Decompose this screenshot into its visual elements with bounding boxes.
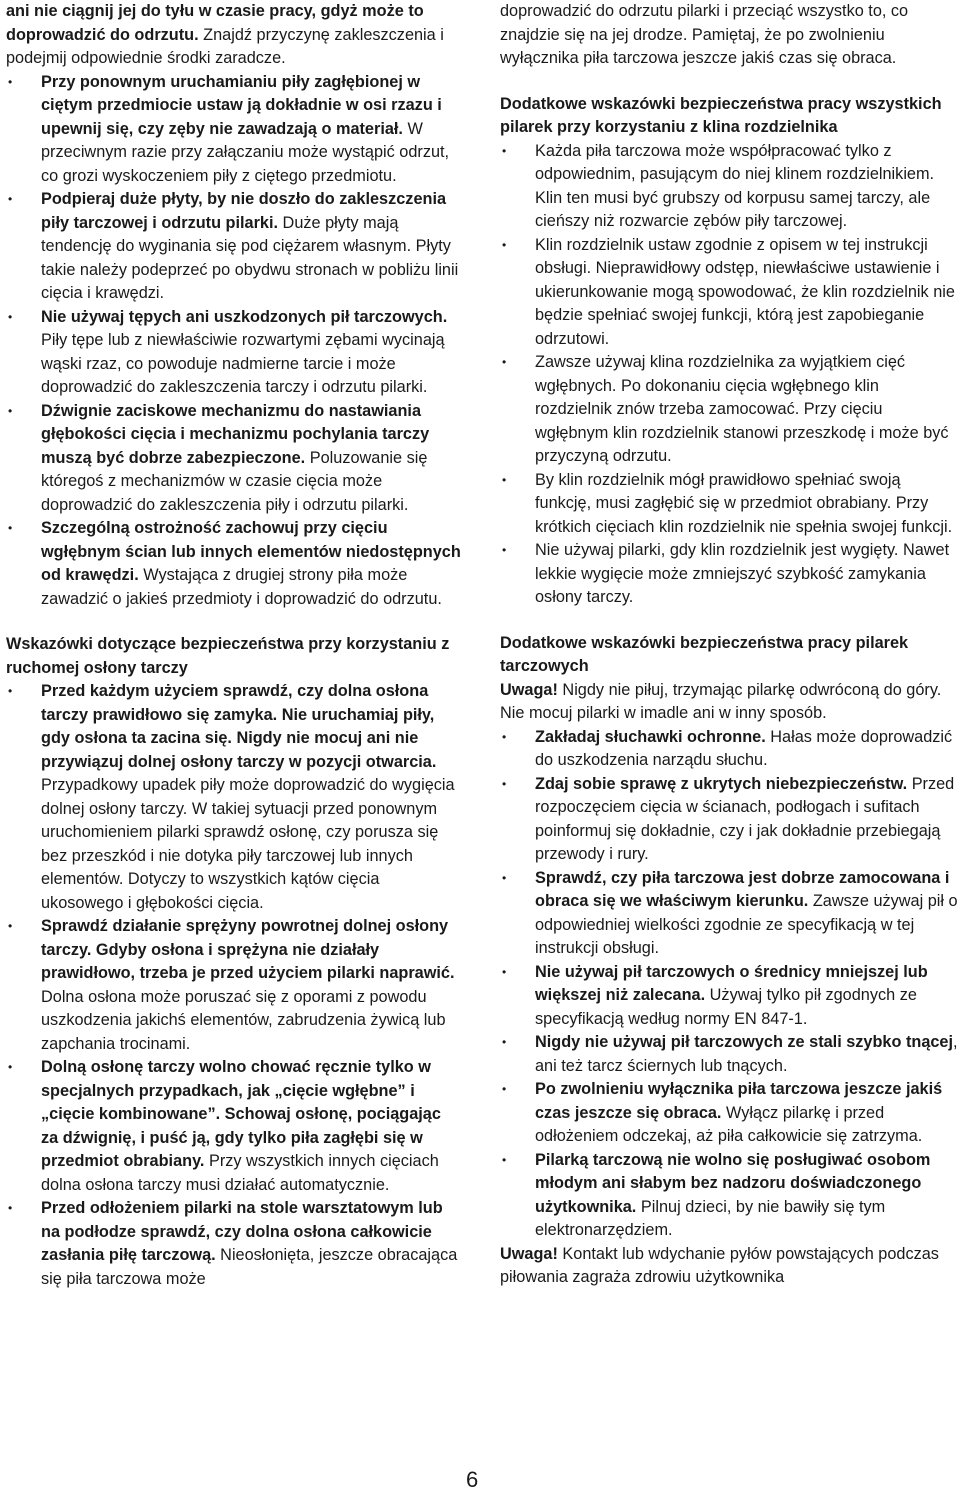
list-item: • Dolną osłonę tarczy wolno chować ręcznie tylko w specjalnych przypadkach, jak „cięcie wgłębne” i „cięcie kombinowane”. Schowaj osłonę, pociągając za dźwignię, i puść ją, gdy tylko piła zagłębi się w przedmiot obrabiany. Przy wszystkich innych cięciach dolna osłona tarczy musi działać automatycznie. — [6, 1056, 462, 1197]
list-item: • Zawsze używaj klina rozdzielnika za wyjątkiem cięć wgłębnych. Po dokonaniu cięcia wgłębnego klin rozdzielnik znów trzeba zamocować. Przy cięciu wgłębnym klin rozdzielnik stanowi przeszkodę i może być przyczyną odrzutu. — [500, 351, 958, 469]
list-item: • Przy ponownym uruchamianiu piły zagłębionej w ciętym przedmiocie ustaw ją dokładnie w osi rzazu i upewnij się, czy zęby nie zawadzają o materiał. W przeciwnym razie przy załączaniu może wystąpić odrzut, co grozi wyskoczeniem piły z ciętego przedmiotu. — [6, 71, 462, 189]
riving-knife-bullet-list — [500, 140, 958, 610]
section-heading-riving-knife: Dodatkowe wskazówki bezpieczeństwa pracy wszystkich pilarek przy korzystaniu z klina rozdzielnika — [500, 94, 942, 136]
warning-paragraph: Uwaga! Nigdy nie piłuj, trzymając pilarkę odwróconą do góry. Nie mocuj pilarki w imadle ani w inny sposób. — [500, 680, 942, 722]
page-number: 6 — [466, 1467, 479, 1492]
list-item: • Nie używaj pił tarczowych o średnicy mniejszej lub większej niż zalecana. Używaj tylko pił zgodnych ze specyfikacją według normy EN 847-1. — [500, 961, 958, 1032]
spacer — [6, 611, 462, 633]
list-item: • Dźwignie zaciskowe mechanizmu do nastawiania głębokości cięcia i mechanizmu pochylania tarczy muszą być dobrze zabezpieczone. Poluzowanie się któregoś z mechanizmów w czasie cięcia może doprowadzić do zakleszczenia piły i odrzutu pilarki. — [6, 400, 462, 518]
list-item: • Nigdy nie używaj pił tarczowych ze stali szybko tnącej, ani też tarcz ściernych lub tnących. — [500, 1031, 958, 1078]
list-item: • Sprawdź działanie sprężyny powrotnej dolnej osłony tarczy. Gdyby osłona i sprężyna nie działały prawidłowo, trzeba je przed użyciem pilarki naprawić. Dolna osłona może poruszać się z oporami z powodu uszkodzenia jakichś elementów, zabrudzenia żywicą lub zapchania trocinami. — [6, 915, 462, 1056]
list-item: • Przed każdym użyciem sprawdź, czy dolna osłona tarczy prawidłowo się zamyka. Nie uruchamiaj piły, gdy osłona ta zacina się. Nigdy nie mocuj ani nie przywiązuj dolnej osłony tarczy w pozycji otwarcia. Przypadkowy upadek piły może doprowadzić do wygięcia dolnej osłony tarczy. W takiej sytuacji przed ponownym uruchomieniem pilarki sprawdź osłonę, czy porusza się bez przeszkód i nie dotyka piły tarczowej lub innych elementów. Dotyczy to wszystkich kątów cięcia ukosowego i głębokości cięcia. — [6, 680, 462, 915]
left-bullet-list — [6, 71, 462, 612]
spacer — [500, 71, 958, 93]
warning-paragraph: Uwaga! Kontakt lub wdychanie pyłów powstających podczas piłowania zagraża zdrowiu użytkownika — [500, 1244, 939, 1286]
list-item: • Przed odłożeniem pilarki na stole warsztatowym lub na podłodze sprawdź, czy dolna osłona całkowicie zasłania piłę tarczową. Nieosłonięta, jeszcze obracająca się piła tarczowa może — [6, 1197, 462, 1291]
left-intro-paragraph: ani nie ciągnij jej do tyłu w czasie pracy, gdyż może to doprowadzić do odrzutu. Znajdź przyczynę zakleszczenia i podejmij odpowiednie środki zaradcze. — [6, 2, 444, 67]
list-item: • Nie używaj pilarki, gdy klin rozdzielnik jest wygięty. Nawet lekkie wygięcie może zmniejszyć szybkość zamykania osłony tarczy. — [500, 539, 958, 610]
list-item: • Szczególną ostrożność zachowuj przy cięciu wgłębnym ścian lub innych elementów niedostępnych od krawędzi. Wystająca z drugiej strony piła może zawadzić o jakieś przedmioty i doprowadzić do odrzutu. — [6, 517, 462, 611]
list-item: • Sprawdź, czy piła tarczowa jest dobrze zamocowana i obraca się we właściwym kierunku. Zawsze używaj pił o odpowiedniej wielkości zgodnie ze specyfikacją w tej instrukcji obsługi. — [500, 867, 958, 961]
list-item: • Klin rozdzielnik ustaw zgodnie z opisem w tej instrukcji obsługi. Nieprawidłowy odstęp, niewłaściwe ustawienie i ukierunkowanie mogą spowodować, że klin rozdzielnik nie będzie spełniać swojej funkcji, którą jest zapobieganie odrzutowi. — [500, 234, 958, 352]
spacer — [500, 610, 958, 632]
right-column — [500, 0, 958, 1290]
right-intro-paragraph: doprowadzić do odrzutu pilarki i przeciąć wszystko to, co znajdzie się na jej drodze. Pamiętaj, że po zwolnieniu wyłącznika piła tarczowa jeszcze jakiś czas się obraca. — [500, 2, 909, 67]
section-heading-circular-saws: Dodatkowe wskazówki bezpieczeństwa pracy pilarek tarczowych — [500, 633, 909, 675]
list-item: • Zdaj sobie sprawę z ukrytych niebezpieczeństw. Przed rozpoczęciem cięcia w ścianach, podłogach i sufitach poinformuj się dokładnie, czy i jak dokładnie przebiegają przewody i rury. — [500, 773, 958, 867]
list-item: • Podpieraj duże płyty, by nie doszło do zakleszczenia piły tarczowej i odrzutu pilarki. Duże płyty mają tendencję do wyginania się pod ciężarem własnym. Płyty takie należy podeprzeć po obydwu stronach w pobliżu linii cięcia i krawędzi. — [6, 188, 462, 306]
list-item: • Każda piła tarczowa może współpracować tylko z odpowiednim, pasującym do niej klinem rozdzielnikiem. Klin ten musi być grubszy od korpusu samej tarczy, ale cieńszy niż rozwarcie zębów piły tarczowej. — [500, 140, 958, 234]
list-item: • By klin rozdzielnik mógł prawidłowo spełniać swoją funkcję, musi zagłębić się w przedmiot obrabiany. Przy krótkich cięciach klin rozdzielnik nie spełnia swojej funkcji. — [500, 469, 958, 540]
circular-saw-bullet-list — [500, 726, 958, 1243]
left-column — [6, 0, 462, 1291]
list-item: • Pilarką tarczową nie wolno się posługiwać osobom młodym ani słabym bez nadzoru doświadczonego użytkownika. Pilnuj dzieci, by nie bawiły się tym elektronarzędziem. — [500, 1149, 958, 1243]
list-item: • Nie używaj tępych ani uszkodzonych pił tarczowych. Piły tępe lub z niewłaściwie rozwartymi zębami wycinają wąski rzaz, co powoduje nadmierne tarcie i może doprowadzić do zakleszczenia tarczy i odrzutu pilarki. — [6, 306, 462, 400]
list-item: • Po zwolnieniu wyłącznika piła tarczowa jeszcze jakiś czas jeszcze się obraca. Wyłącz pilarkę i przed odłożeniem odczekaj, aż piła całkowicie się zatrzyma. — [500, 1078, 958, 1149]
list-item: • Zakładaj słuchawki ochronne. Hałas może doprowadzić do uszkodzenia narządu słuchu. — [500, 726, 958, 773]
guard-bullet-list — [6, 680, 462, 1291]
section-heading-guard: Wskazówki dotyczące bezpieczeństwa przy korzystaniu z ruchomej osłony tarczy — [6, 635, 450, 677]
